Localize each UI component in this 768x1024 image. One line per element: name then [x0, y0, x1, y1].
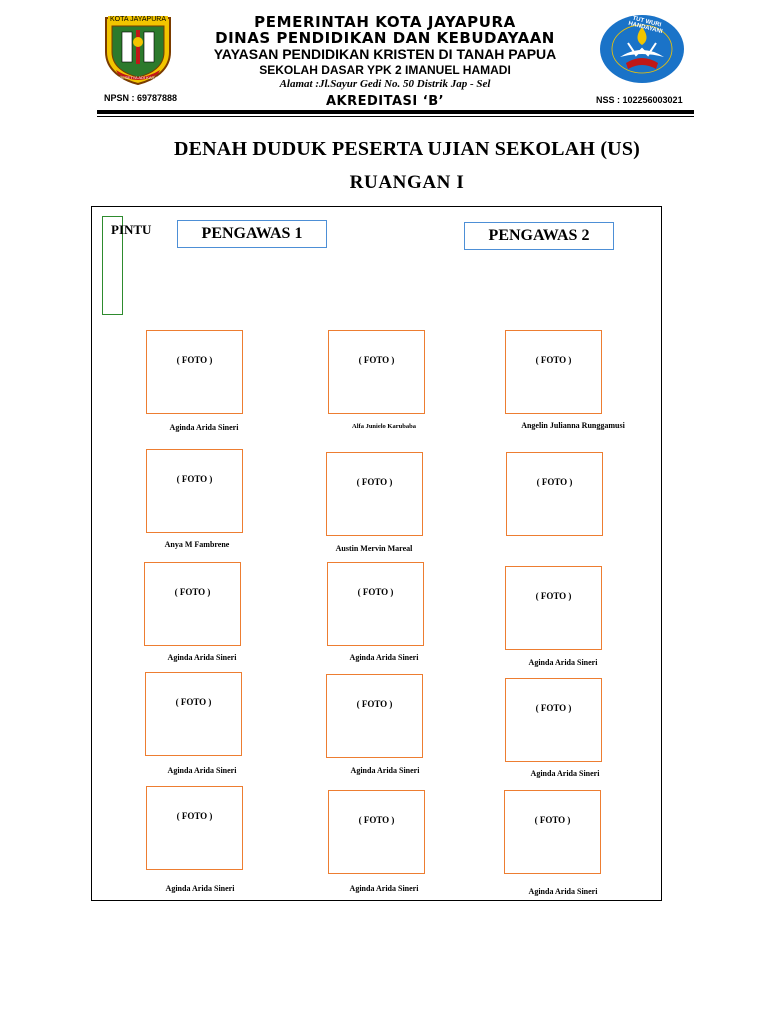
- header-school-name: SEKOLAH DASAR YPK 2 IMANUEL HAMADI: [259, 63, 511, 77]
- photo-placeholder: ( FOTO ): [358, 815, 395, 825]
- seat-photo: [146, 330, 243, 414]
- seat-photo: [146, 786, 243, 870]
- logo-motto: TUT WURI HANDAYANI: [627, 15, 663, 36]
- photo-placeholder: ( FOTO ): [175, 697, 212, 707]
- student-name: Aginda Arida Sineri: [165, 884, 235, 893]
- student-name: Aginda Arida Sineri: [349, 653, 419, 662]
- header-divider-thin: [97, 116, 694, 117]
- student-name: Austin Mervin Mareal: [335, 544, 413, 553]
- seat-photo: [328, 330, 425, 414]
- supervisor-1-box: PENGAWAS 1: [177, 220, 327, 248]
- seat-photo: [505, 330, 602, 414]
- header-address: Alamat :Jl.Sayur Gedi No. 50 Distrik Jap - Sel: [279, 78, 491, 90]
- photo-placeholder: ( FOTO ): [176, 474, 213, 484]
- header-foundation: YAYASAN PENDIDIKAN KRISTEN DI TANAH PAPUA: [213, 46, 557, 62]
- logo-text-bottom: PRESETYA ADI KARYA: [116, 75, 160, 80]
- student-name: Aginda Arida Sineri: [349, 884, 419, 893]
- header-government: PEMERINTAH KOTA JAYAPURA: [254, 13, 516, 31]
- student-name: Aginda Arida Sineri: [530, 769, 600, 778]
- seat-photo: [327, 562, 424, 646]
- student-name: Aginda Arida Sineri: [350, 766, 420, 775]
- photo-placeholder: ( FOTO ): [535, 703, 572, 713]
- photo-placeholder: ( FOTO ): [356, 477, 393, 487]
- student-name: Aginda Arida Sineri: [167, 766, 237, 775]
- photo-placeholder: ( FOTO ): [356, 699, 393, 709]
- seat-photo: [505, 678, 602, 762]
- logo-text-top: KOTA JAYAPURA: [109, 16, 166, 23]
- npsn-number: NPSN : 69787888: [104, 93, 178, 103]
- photo-placeholder: ( FOTO ): [536, 477, 573, 487]
- supervisor-2-box: PENGAWAS 2: [464, 222, 614, 250]
- nss-number: NSS : 102256003021: [596, 95, 683, 105]
- student-name: Aginda Arida Sineri: [167, 653, 237, 662]
- student-name: Aginda Arida Sineri: [528, 887, 598, 896]
- seat-photo: [326, 674, 423, 758]
- student-name: Aginda Arida Sineri: [528, 658, 598, 667]
- photo-placeholder: ( FOTO ): [535, 355, 572, 365]
- student-name: Angelin Julianna Runggamusi: [521, 421, 625, 430]
- photo-placeholder: ( FOTO ): [174, 587, 211, 597]
- seat-photo: [506, 452, 603, 536]
- photo-placeholder: ( FOTO ): [176, 811, 213, 821]
- seat-photo: [146, 449, 243, 533]
- photo-placeholder: ( FOTO ): [535, 591, 572, 601]
- header-department: DINAS PENDIDIKAN DAN KEBUDAYAAN: [215, 29, 555, 47]
- photo-placeholder: ( FOTO ): [358, 355, 395, 365]
- photo-placeholder: ( FOTO ): [357, 587, 394, 597]
- seat-photo: [326, 452, 423, 536]
- seat-photo: [504, 790, 601, 874]
- seat-photo: [145, 672, 242, 756]
- seat-photo: [505, 566, 602, 650]
- door-label: PINTU: [111, 222, 152, 237]
- page-title: DENAH DUDUK PESERTA UJIAN SEKOLAH (US): [173, 138, 641, 160]
- student-name: Anya M Fambrene: [164, 540, 230, 549]
- header-divider-thick: [97, 110, 694, 114]
- photo-placeholder: ( FOTO ): [176, 355, 213, 365]
- student-name: Aginda Arida Sineri: [169, 423, 239, 432]
- student-name: Alfa Junielo Karubaba: [352, 423, 416, 430]
- room-title: RUANGAN I: [349, 172, 465, 193]
- photo-placeholder: ( FOTO ): [534, 815, 571, 825]
- seat-photo: [328, 790, 425, 874]
- header-accreditation: AKREDITASI ‘B’: [325, 94, 445, 109]
- seat-photo: [144, 562, 241, 646]
